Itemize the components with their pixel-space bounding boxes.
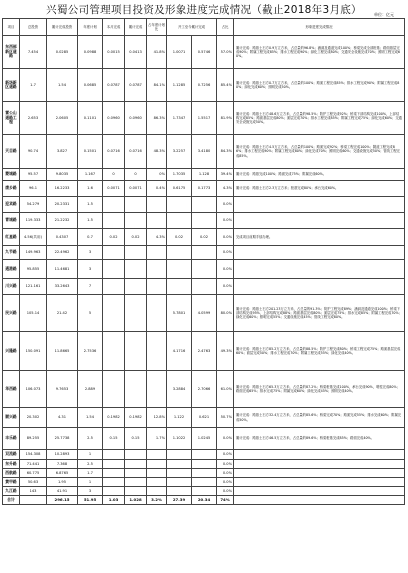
cell-since-start-b <box>192 460 217 469</box>
cell-cumulative-investment: 25.7738 <box>47 428 78 450</box>
cell-total-investment: 143 <box>20 487 47 496</box>
table-row <box>3 181 405 197</box>
cell-since-start-b <box>192 246 217 260</box>
cell-progress-description: 累计完成：路基土石方46.5万立方米，占总量的89.6%；桥梁桩基完成85%；路面完成40%。 <box>234 428 405 450</box>
table-row <box>3 135 405 169</box>
cell-total-investment: 154.308 <box>20 450 47 460</box>
cell-project-name: 双流路 <box>3 450 20 460</box>
cell-total-investment: 90.74 <box>20 135 47 169</box>
cell-annual-plan: 2.889 <box>78 371 103 408</box>
table-row <box>3 487 405 496</box>
cell-monthly-completion <box>103 260 125 279</box>
table-row <box>3 460 405 469</box>
cell-percentage: 0.0% <box>217 487 234 496</box>
cell-progress-description: 累计完成：路基土石方201.23万立方米，占总量的91.3%；防护工程完成89%；涵洞及通道完成100%；桥梁下部结构完成95%，上部结构完成88%；路面基层完成80%；面层完成75%；排水完成85%；附属工程完成70%；绿化完成60%；照明完成55%；交通设施完成45%；管线工程完成80%。 <box>234 295 405 332</box>
cell-cumulative-completion <box>125 371 147 408</box>
cell-annual-plan: 2.5 <box>78 460 103 469</box>
cell-progress-description: 累计完成：路基土石方4.5万立方米，占总量的100%；路面完成92%；桥梁工程完成100%；隧道工程完成86%；排水工程完成90%；附属工程完成80%；绿化完成70%；照明完成60%；交通设施完成50%；管线工程完成85%。 <box>234 135 405 169</box>
cell-progress-description: 累计完成：路基土石方85.2万立方米，占总量的88.5%；防护工程完成80%；桥梁工程完成75%；路面基层完成60%；面层完成50%；排水工程完成70%；附属工程完成55%；绿化完成40%。 <box>234 332 405 371</box>
cell-progress-description: 累计完成：路基土石方2.3万立方米；桩基完成80%；承台完成60%。 <box>234 181 405 197</box>
cell-cumulative-investment: 41.91 <box>47 487 78 496</box>
cell-since-start-a <box>167 279 192 295</box>
cell-total-investment: 2.653 <box>20 102 47 135</box>
cell-total-investment: 95.855 <box>20 260 47 279</box>
cell-progress-description <box>234 460 405 469</box>
cell-progress-description <box>234 213 405 229</box>
cell-monthly-completion <box>103 478 125 487</box>
cell-since-start-b <box>192 469 217 478</box>
cell-annual-ratio <box>147 487 167 496</box>
table-header-row <box>3 19 405 36</box>
cell-since-start-b: 0.621 <box>192 408 217 428</box>
cell-since-start-a: 1.1285 <box>167 69 192 102</box>
cell-cumulative-investment: 9.7653 <box>47 371 78 408</box>
table-row <box>3 36 405 69</box>
cell-project-name: 青城路 <box>3 213 20 229</box>
cell-since-start-a <box>167 260 192 279</box>
cell-since-start-a: 0.6175 <box>167 181 192 197</box>
cell-annual-ratio: 48.3% <box>147 135 167 169</box>
cell-since-start-a: 0.02 <box>167 229 192 246</box>
cell-total-investment: 119.333 <box>20 213 47 229</box>
total-annual-plan: 51.95 <box>78 496 103 505</box>
cell-progress-description <box>234 487 405 496</box>
cell-since-start-a: 1.7347 <box>167 102 192 135</box>
cell-since-start-b <box>192 197 217 213</box>
cell-progress-description <box>234 197 405 213</box>
cell-cumulative-completion <box>125 487 147 496</box>
cell-total-investment: 105.14 <box>20 295 47 332</box>
cell-since-start-a <box>167 460 192 469</box>
cell-since-start-b: 1.128 <box>192 169 217 181</box>
cell-since-start-b <box>192 487 217 496</box>
cell-since-start-a: 4.1716 <box>167 332 192 371</box>
table-row <box>3 229 405 246</box>
cell-cumulative-completion <box>125 469 147 478</box>
cell-annual-plan: 5 <box>78 295 103 332</box>
cell-annual-plan: 7 <box>78 279 103 295</box>
cell-cumulative-completion <box>125 460 147 469</box>
cell-percentage: 39.4% <box>217 169 234 181</box>
cell-progress-description <box>234 260 405 279</box>
table-row <box>3 69 405 102</box>
cell-annual-plan: 1.7 <box>78 469 103 478</box>
cell-annual-plan: 1.5 <box>78 213 103 229</box>
cell-project-name: 康乡路 <box>3 181 20 197</box>
cell-project-name: 东升路 <box>3 460 20 469</box>
cell-total-investment: 7.454 <box>20 36 47 69</box>
total-progress-description <box>234 496 405 505</box>
cell-annual-ratio <box>147 460 167 469</box>
cell-percentage: 85.4% <box>217 69 234 102</box>
cell-project-name: 顺兴路 <box>3 408 20 428</box>
cell-cumulative-completion: 0.0787 <box>125 69 147 102</box>
cell-monthly-completion <box>103 213 125 229</box>
cell-annual-ratio <box>147 469 167 478</box>
cell-monthly-completion: 0.0716 <box>103 135 125 169</box>
cell-project-name: 天目路 <box>3 135 20 169</box>
cell-cumulative-investment: 9.8035 <box>47 169 78 181</box>
header-since-start: 开工至今累计完成 <box>167 19 217 36</box>
cell-cumulative-investment: 22.4962 <box>47 246 78 260</box>
cell-project-name: 兴隆路 <box>3 332 20 371</box>
cell-progress-description <box>234 450 405 460</box>
cell-percentage: 0.0% <box>217 229 234 246</box>
cell-annual-ratio <box>147 197 167 213</box>
cell-cumulative-completion: 0.0960 <box>125 102 147 135</box>
cell-monthly-completion <box>103 197 125 213</box>
cell-cumulative-investment: 2.0605 <box>47 102 78 135</box>
cell-annual-ratio <box>147 478 167 487</box>
cell-progress-description: 累计完成：路基土石方0.7万立方米，占总量的100%；路面工程完成85%；排水工程完成90%；附属工程完成80%；绿化完成60%；照明完成50%。 <box>234 69 405 102</box>
cell-percentage: 61.0% <box>217 371 234 408</box>
table-row <box>3 450 405 460</box>
cell-project-name: 九节路 <box>3 246 20 260</box>
cell-progress-description <box>234 246 405 260</box>
cell-cumulative-completion <box>125 279 147 295</box>
cell-project-name: 西航路 <box>3 469 20 478</box>
total-percentage: 74% <box>217 496 234 505</box>
document-title: 兴蜀公司管理项目投资及形象进度完成情况（截止2018年3月底） <box>46 4 362 16</box>
cell-annual-plan: 0.0685 <box>78 69 103 102</box>
cell-annual-plan: 0.0988 <box>78 36 103 69</box>
header-percentage: 占比 <box>217 19 234 36</box>
cell-progress-description <box>234 279 405 295</box>
cell-annual-ratio <box>147 371 167 408</box>
cell-since-start-b: 0.7256 <box>192 69 217 102</box>
cell-since-start-a: 5.7801 <box>167 295 192 332</box>
cell-monthly-completion: 0 <box>103 169 125 181</box>
cell-annual-ratio: 0% <box>147 169 167 181</box>
cell-monthly-completion: 0.02 <box>103 229 125 246</box>
header-total-investment: 总投资 <box>20 19 47 36</box>
cell-annual-ratio <box>147 295 167 332</box>
total-annual-ratio: 3.2% <box>147 496 167 505</box>
cell-since-start-b: 2.4763 <box>192 332 217 371</box>
cell-percentage: 0.0% <box>217 469 234 478</box>
cell-annual-plan: 2.5 <box>78 428 103 450</box>
cell-since-start-b: 0.5746 <box>192 36 217 69</box>
cell-percentage: 4.3% <box>217 181 234 197</box>
cell-cumulative-investment: 20.2331 <box>47 197 78 213</box>
cell-cumulative-investment: 6.8765 <box>47 469 78 478</box>
cell-progress-description: 累计完成：路基土石方65.3万立方米，占总量的87.2%；桥梁桩基完成100%，承台完成90%，墩柱完成80%；路面完成65%；排水完成75%；附属完成60%；绿化完成45%；照明完成40%。 <box>234 371 405 408</box>
cell-project-name: 蒙城路 <box>3 169 20 181</box>
cell-since-start-a <box>167 450 192 460</box>
cell-total-investment: 60.775 <box>20 469 47 478</box>
cell-total-investment: 95.57 <box>20 169 47 181</box>
cell-since-start-a <box>167 197 192 213</box>
cell-project-name: 东西部新区道路 <box>3 36 20 69</box>
cell-cumulative-completion <box>125 260 147 279</box>
cell-project-name: 雷公山道路工程 <box>3 102 20 135</box>
cell-cumulative-completion <box>125 332 147 371</box>
cell-monthly-completion: 0.0015 <box>103 36 125 69</box>
cell-cumulative-investment: 33.2643 <box>47 279 78 295</box>
cell-annual-plan: 1.54 <box>78 408 103 428</box>
cell-project-name: 丰乐路 <box>3 428 20 450</box>
cell-percentage: 0.0% <box>217 279 234 295</box>
cell-percentage: 50.7% <box>217 408 234 428</box>
cell-since-start-a <box>167 246 192 260</box>
cell-annual-ratio: 84.1% <box>147 69 167 102</box>
cell-percentage: 49.3% <box>217 332 234 371</box>
cell-cumulative-completion: 0 <box>125 169 147 181</box>
cell-monthly-completion: 0.0960 <box>103 102 125 135</box>
cell-annual-plan: 0.1101 <box>78 102 103 135</box>
total-project-name: 合计 <box>3 496 20 505</box>
cell-percentage: 0.0% <box>217 428 234 450</box>
cell-since-start-b <box>192 478 217 487</box>
cell-cumulative-investment: 1.95 <box>47 478 78 487</box>
cell-cumulative-investment: 10.2893 <box>47 450 78 460</box>
table-row <box>3 169 405 181</box>
cell-project-name: 红星路 <box>3 229 20 246</box>
cell-cumulative-investment: 3.827 <box>47 135 78 169</box>
cell-since-start-a: 3.2884 <box>167 371 192 408</box>
cell-progress-description <box>234 469 405 478</box>
cell-cumulative-completion <box>125 213 147 229</box>
cell-monthly-completion: 0.0787 <box>103 69 125 102</box>
cell-annual-plan: 1.167 <box>78 169 103 181</box>
cell-total-investment: 20.302 <box>20 408 47 428</box>
total-since-start-a: 27.39 <box>167 496 192 505</box>
cell-cumulative-completion: 0.0413 <box>125 36 147 69</box>
cell-cumulative-completion <box>125 197 147 213</box>
cell-cumulative-investment: 21.2232 <box>47 213 78 229</box>
header-cumulative-completion: 累计完成 <box>125 19 147 36</box>
cell-cumulative-completion: 0.02 <box>125 229 147 246</box>
cell-progress-description: 累计完成：路基完成100%；路面完成75%；附属完成60%。 <box>234 169 405 181</box>
cell-progress-description: 累计完成：路基土石方0.9万立方米，占总量的96.8%；涵洞及通道完成100%；桥梁完成全部桩基；路面基层完成90%；附属工程完成85%；排水工程完成90%；绿化工程完成80%；交通安全设施完成70%；照明工程完成60%。 <box>234 36 405 69</box>
cell-project-name: 黄甲路 <box>3 478 20 487</box>
cell-annual-ratio <box>147 213 167 229</box>
cell-monthly-completion <box>103 450 125 460</box>
cell-monthly-completion: 0.0071 <box>103 181 125 197</box>
cell-cumulative-investment: 16.2233 <box>47 181 78 197</box>
cell-percentage: 0.0% <box>217 246 234 260</box>
table-row <box>3 371 405 408</box>
table-row <box>3 213 405 229</box>
cell-annual-plan: 3 <box>78 260 103 279</box>
cell-progress-description: 累计完成：路基土石方32.4万立方米，占总量的85.6%；桥梁完成70%；路面完成55%；排水完成60%；附属完成50%。 <box>234 408 405 428</box>
cell-project-name: 迎宾路 <box>3 197 20 213</box>
cell-total-investment: 1.7 <box>20 69 47 102</box>
cell-total-investment: 106.073 <box>20 371 47 408</box>
cell-annual-ratio <box>147 246 167 260</box>
cell-progress-description <box>234 478 405 487</box>
cell-cumulative-completion <box>125 295 147 332</box>
cell-since-start-b <box>192 450 217 460</box>
table-row <box>3 478 405 487</box>
cell-cumulative-completion: 0.0716 <box>125 135 147 169</box>
header-project: 项目 <box>3 19 20 36</box>
table-row <box>3 332 405 371</box>
cell-annual-plan: 3 <box>78 487 103 496</box>
cell-total-investment: 54.279 <box>20 197 47 213</box>
cell-since-start-b <box>192 279 217 295</box>
cell-since-start-b: 3.4180 <box>192 135 217 169</box>
table-row <box>3 279 405 295</box>
cell-annual-ratio <box>147 260 167 279</box>
cell-monthly-completion <box>103 332 125 371</box>
cell-cumulative-investment: 0.0285 <box>47 36 78 69</box>
cell-annual-plan: 1.5 <box>78 197 103 213</box>
cell-annual-ratio <box>147 279 167 295</box>
cell-percentage: 57.0% <box>217 36 234 69</box>
cell-since-start-a: 1.122 <box>167 408 192 428</box>
cell-project-name: 通港路 <box>3 260 20 279</box>
cell-total-investment: 149.963 <box>20 246 47 260</box>
cell-monthly-completion <box>103 469 125 478</box>
cell-total-investment: 150.091 <box>20 332 47 371</box>
cell-annual-plan: 0.1501 <box>78 135 103 169</box>
cell-total-investment: 50.63 <box>20 478 47 487</box>
cell-since-start-b: 0.02 <box>192 229 217 246</box>
cell-monthly-completion: 0.1982 <box>103 408 125 428</box>
cell-progress-description: 累计完成：路基土石方48.6万立方米，占总量的98.5%；防护工程完成92%；桥梁下部结构完成100%，上部结构完成85%；路面基层完成80%；面层完成70%；排水工程完成85%；附属工程完成75%；绿化完成60%；交通安全设施完成50%。 <box>234 102 405 135</box>
cell-cumulative-investment: 21.42 <box>47 295 78 332</box>
cell-total-investment: 71.441 <box>20 460 47 469</box>
cell-cumulative-completion: 0.1982 <box>125 408 147 428</box>
unit-label: 单位：亿元 <box>374 12 394 17</box>
cell-annual-plan: 0.7 <box>78 229 103 246</box>
cell-percentage: 0.0% <box>217 213 234 229</box>
cell-since-start-a <box>167 469 192 478</box>
cell-since-start-a <box>167 487 192 496</box>
cell-monthly-completion <box>103 487 125 496</box>
cell-project-name: 民兴路 <box>3 295 20 332</box>
cell-since-start-b <box>192 260 217 279</box>
cell-since-start-a: 1.0071 <box>167 36 192 69</box>
cell-annual-ratio <box>147 450 167 460</box>
cell-cumulative-investment: 1.54 <box>47 69 78 102</box>
total-total-investment <box>20 496 47 505</box>
cell-percentage: 0.0% <box>217 260 234 279</box>
table-row <box>3 469 405 478</box>
cell-total-investment: 89.255 <box>20 428 47 450</box>
cell-project-name: 新场新区道路 <box>3 69 20 102</box>
cell-cumulative-completion <box>125 478 147 487</box>
cell-annual-ratio: 4.3% <box>147 229 167 246</box>
cell-annual-plan: 3 <box>78 246 103 260</box>
cell-since-start-b <box>192 213 217 229</box>
cell-total-investment: 96.1 <box>20 181 47 197</box>
cell-cumulative-investment: 11.4681 <box>47 260 78 279</box>
table-row <box>3 295 405 332</box>
cell-progress-description: 完成项目前期手续办理。 <box>234 229 405 246</box>
cell-cumulative-investment: 11.8665 <box>47 332 78 371</box>
cell-monthly-completion: 0.15 <box>103 428 125 450</box>
cell-percentage: 0.0% <box>217 450 234 460</box>
cell-percentage: 80.0% <box>217 295 234 332</box>
cell-monthly-completion <box>103 371 125 408</box>
cell-project-name: 川兴路 <box>3 279 20 295</box>
cell-annual-ratio: 86.3% <box>147 102 167 135</box>
cell-annual-ratio: 12.8% <box>147 408 167 428</box>
cell-percentage: 0.0% <box>217 460 234 469</box>
cell-since-start-a <box>167 478 192 487</box>
header-cumulative-investment: 累计完成投资 <box>47 19 78 36</box>
cell-annual-ratio: 41.8% <box>147 36 167 69</box>
cell-cumulative-investment: 0.4307 <box>47 229 78 246</box>
cell-monthly-completion <box>103 460 125 469</box>
cell-cumulative-completion: 0.0071 <box>125 181 147 197</box>
table-row <box>3 246 405 260</box>
cell-since-start-b: 1.0245 <box>192 428 217 450</box>
header-annual-plan: 年度计划 <box>78 19 103 36</box>
cell-annual-ratio <box>147 332 167 371</box>
cell-percentage: 81.9% <box>217 102 234 135</box>
table-row <box>3 408 405 428</box>
total-row <box>3 496 405 505</box>
header-monthly-completion: 本月完成 <box>103 19 125 36</box>
header-progress-description: 形象进度完成情况 <box>234 19 405 36</box>
table-body <box>3 36 405 505</box>
cell-percentage: 0.0% <box>217 197 234 213</box>
cell-annual-ratio: 1.7% <box>147 428 167 450</box>
table-row <box>3 428 405 450</box>
cell-annual-plan: 1.6 <box>78 181 103 197</box>
cell-project-name: 九江路 <box>3 487 20 496</box>
cell-monthly-completion <box>103 246 125 260</box>
cell-since-start-b: 2.7066 <box>192 371 217 408</box>
cell-since-start-b: 4.0599 <box>192 295 217 332</box>
progress-table <box>2 18 405 505</box>
cell-since-start-a: 1.7035 <box>167 169 192 181</box>
cell-total-investment: 4.56(共用) <box>20 229 47 246</box>
cell-annual-plan: 1 <box>78 450 103 460</box>
cell-monthly-completion <box>103 295 125 332</box>
cell-percentage: 0.0% <box>217 478 234 487</box>
table-row <box>3 197 405 213</box>
cell-since-start-a: 3.2257 <box>167 135 192 169</box>
cell-percentage: 84.3% <box>217 135 234 169</box>
cell-total-investment: 121.161 <box>20 279 47 295</box>
total-cumulative-completion: 1.028 <box>125 496 147 505</box>
cell-annual-ratio: 0.4% <box>147 181 167 197</box>
cell-cumulative-investment: 4.31 <box>47 408 78 428</box>
table-row <box>3 102 405 135</box>
cell-since-start-b: 0.1773 <box>192 181 217 197</box>
cell-annual-plan: 1 <box>78 478 103 487</box>
cell-since-start-b: 1.5517 <box>192 102 217 135</box>
cell-since-start-a: 1.1022 <box>167 428 192 450</box>
cell-cumulative-completion <box>125 450 147 460</box>
total-since-start-b: 20.34 <box>192 496 217 505</box>
cell-cumulative-investment: 7.368 <box>47 460 78 469</box>
cell-annual-plan: 2.7536 <box>78 332 103 371</box>
cell-monthly-completion <box>103 279 125 295</box>
cell-cumulative-completion <box>125 246 147 260</box>
total-cumulative-investment: 296.15 <box>47 496 78 505</box>
header-annual-ratio: 占年度计划比 <box>147 19 167 36</box>
cell-since-start-a <box>167 213 192 229</box>
cell-cumulative-completion: 0.15 <box>125 428 147 450</box>
cell-project-name: 华西路 <box>3 371 20 408</box>
total-monthly-completion: 1.03 <box>103 496 125 505</box>
table-row <box>3 260 405 279</box>
